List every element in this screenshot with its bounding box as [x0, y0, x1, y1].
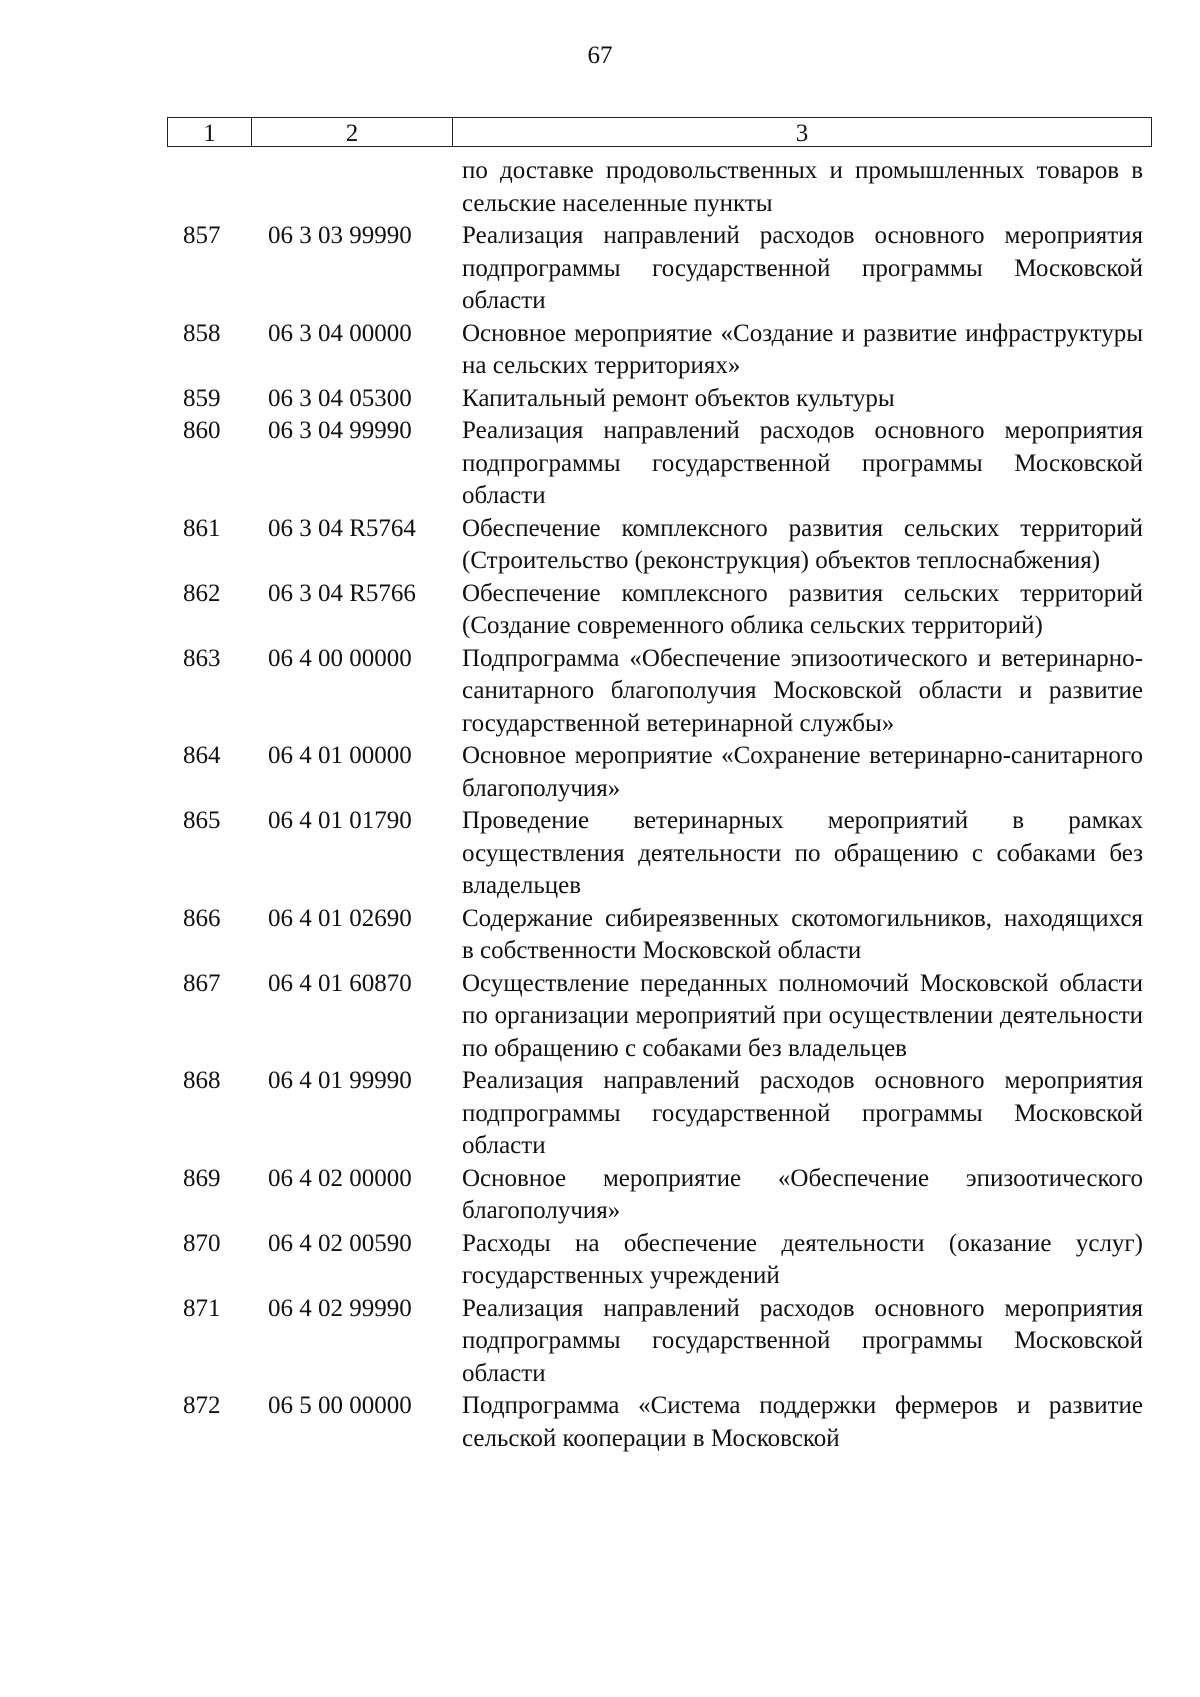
page-number: 67 — [587, 42, 613, 69]
table-row — [0, 578, 1200, 643]
row-code: 06 4 02 00000 — [268, 1164, 412, 1192]
row-number: 871 — [183, 1294, 221, 1322]
row-number: 867 — [183, 969, 221, 997]
table-row — [0, 383, 1200, 416]
row-code: 06 4 01 99990 — [268, 1067, 412, 1094]
table-row — [0, 643, 1200, 741]
table-row — [0, 968, 1200, 1066]
table-header — [167, 117, 1152, 147]
row-code: 06 4 02 99990 — [268, 1294, 412, 1322]
row-number: 866 — [183, 904, 221, 932]
table-row — [0, 740, 1200, 805]
table-row — [0, 1390, 1200, 1455]
row-description: Подпрограмма «Система поддержки фермеров и развитие сельской кооперации в Московской — [462, 1392, 1143, 1452]
row-number: 864 — [183, 742, 221, 769]
row-number: 872 — [183, 1392, 221, 1419]
row-number: 870 — [183, 1229, 221, 1257]
row-description: Обеспечение комплексного развития сельских территорий (Создание современного облика сельских территорий) — [462, 579, 1143, 639]
row-number: 865 — [183, 807, 221, 834]
table-row — [0, 903, 1200, 968]
table-row — [0, 155, 1200, 220]
row-description: Реализация направлений расходов основного мероприятия подпрограммы государственной программы Московской области — [462, 222, 1143, 314]
row-code: 06 3 04 R5766 — [268, 579, 416, 607]
table-row — [0, 318, 1200, 383]
row-description: Обеспечение комплексного развития сельских территорий (Строительство (реконструкция) объектов теплоснабжения) — [462, 514, 1143, 574]
row-code: 06 4 01 60870 — [268, 969, 412, 997]
table-row — [0, 415, 1200, 513]
table-row — [0, 220, 1200, 318]
row-number: 861 — [183, 514, 221, 542]
row-description: Расходы на обеспечение деятельности (оказание услуг) государственных учреждений — [462, 1229, 1143, 1289]
row-description: Проведение ветеринарных мероприятий в рамках осуществления деятельности по обращению с собаками без владельцев — [462, 807, 1143, 899]
row-description: Капитальный ремонт объектов культуры — [462, 384, 895, 412]
row-description: Реализация направлений расходов основного мероприятия подпрограммы государственной программы Московской области — [462, 417, 1143, 509]
row-code: 06 3 04 05300 — [268, 384, 412, 412]
row-number — [183, 155, 239, 220]
row-description: Основное мероприятие «Создание и развитие инфраструктуры на сельских территориях» — [462, 319, 1143, 379]
row-code: 06 4 02 00590 — [268, 1229, 412, 1257]
row-code: 06 5 00 00000 — [268, 1392, 412, 1419]
table-row — [0, 1228, 1200, 1293]
header-col-2: 2 — [252, 118, 453, 146]
row-description: Содержание сибиреязвенных скотомогильников, находящихся в собственности Московской области — [462, 904, 1143, 964]
row-code: 06 3 04 00000 — [268, 319, 412, 347]
row-number: 862 — [183, 579, 221, 607]
row-description: Реализация направлений расходов основного мероприятия подпрограммы государственной программы Московской области — [462, 1067, 1143, 1159]
row-code — [268, 155, 462, 220]
header-col-1: 1 — [168, 118, 252, 146]
table-row — [0, 1163, 1200, 1228]
header-col-3: 3 — [795, 120, 809, 147]
table-row — [0, 1293, 1200, 1391]
row-code: 06 3 03 99990 — [268, 222, 412, 249]
row-number: 868 — [183, 1067, 221, 1094]
row-number: 860 — [183, 417, 221, 444]
row-description: Реализация направлений расходов основного мероприятия подпрограммы государственной программы Московской области — [462, 1294, 1143, 1387]
table-row — [0, 513, 1200, 578]
row-number: 857 — [183, 222, 221, 249]
row-code: 06 4 01 00000 — [268, 742, 412, 769]
row-code: 06 4 01 02690 — [268, 904, 412, 932]
row-code: 06 3 04 R5764 — [268, 514, 416, 542]
table-body — [0, 155, 1200, 1455]
row-number: 869 — [183, 1164, 221, 1192]
row-number: 858 — [183, 319, 221, 347]
table-row — [0, 805, 1200, 903]
row-number: 863 — [183, 644, 221, 672]
row-description: по доставке продовольственных и промышленных товаров в сельские населенные пункты — [462, 157, 1143, 217]
row-description: Подпрограмма «Обеспечение эпизоотического и ветеринарно-санитарного благополучия Московской области и развитие государственной ветеринарной службы» — [462, 644, 1143, 737]
row-code: 06 3 04 99990 — [268, 417, 412, 444]
row-description: Осуществление переданных полномочий Московской области по организации мероприятий при осуществлении деятельности по обращению с собаками без владельцев — [462, 969, 1143, 1062]
row-number: 859 — [183, 384, 221, 412]
row-description: Основное мероприятие «Обеспечение эпизоотического благополучия» — [462, 1164, 1143, 1224]
row-description: Основное мероприятие «Сохранение ветеринарно-санитарного благополучия» — [462, 742, 1143, 802]
row-code: 06 4 01 01790 — [268, 807, 412, 834]
row-code: 06 4 00 00000 — [268, 644, 412, 672]
table-row — [0, 1065, 1200, 1163]
